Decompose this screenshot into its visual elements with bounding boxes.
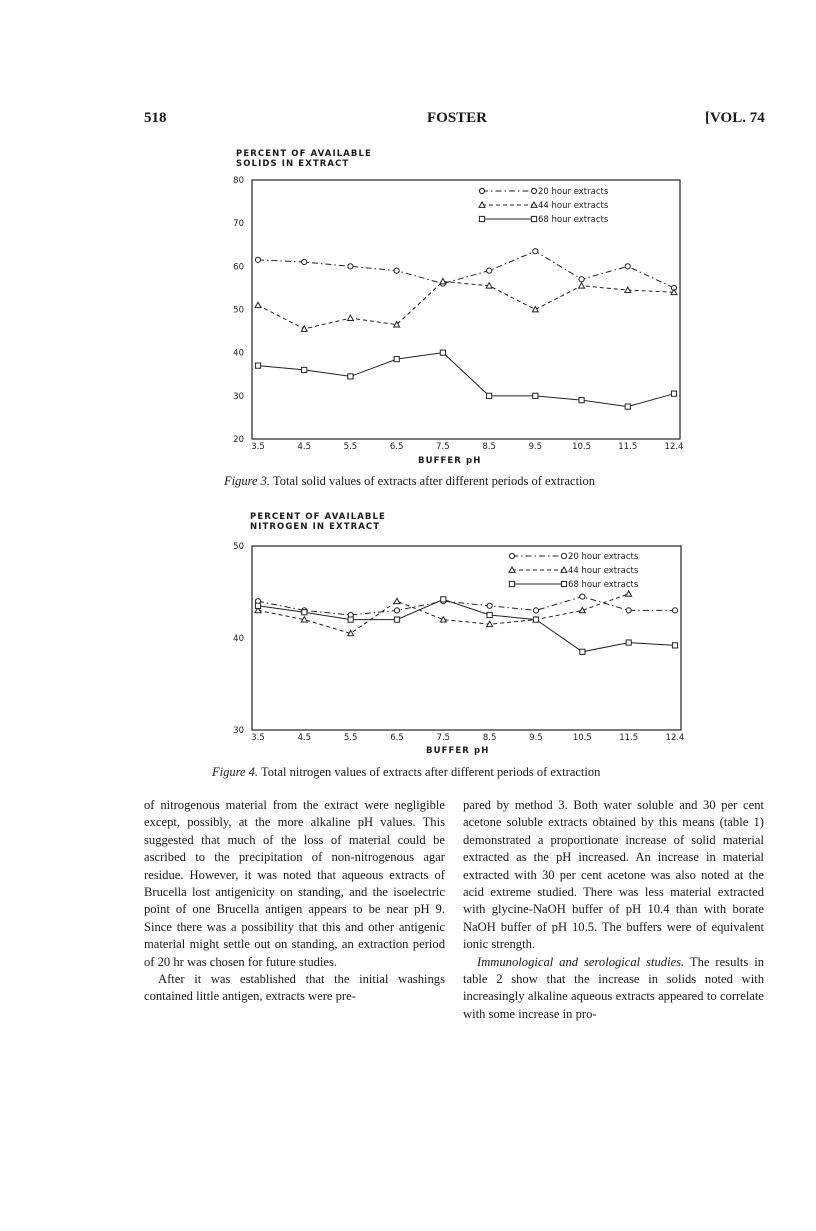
figure4-caption-label: Figure 4. [212, 765, 259, 779]
series-square [255, 350, 676, 409]
y-tick-label: 50 [233, 305, 244, 316]
running-title: FOSTER [427, 110, 488, 126]
data-point [348, 264, 353, 269]
data-point [255, 603, 260, 608]
data-point [579, 283, 585, 288]
y-tick-label: 40 [233, 348, 244, 359]
data-point [440, 350, 445, 355]
y-tick-label: 80 [233, 176, 244, 186]
x-tick-label: 11.5 [618, 442, 638, 452]
y-tick-label: 60 [233, 262, 244, 273]
data-point [532, 307, 538, 312]
data-point [625, 404, 630, 409]
figure4-caption [212, 765, 600, 780]
legend [509, 552, 639, 590]
y-tick-label: 70 [233, 219, 244, 230]
legend-marker-start [479, 188, 484, 193]
series-line [258, 281, 674, 328]
x-tick-label: 10.5 [572, 733, 592, 743]
plot-frame [252, 180, 680, 439]
y-tick-label: 30 [233, 391, 244, 402]
legend-label: 44 hour extracts [568, 566, 639, 576]
data-point [255, 302, 261, 307]
x-tick-label: 5.5 [343, 733, 358, 743]
right-paragraph-2-text: The results in table 2 show that the increase in solids noted with increasingly alkaline aqueous extracts appeared to correlate with some increase in pro- [463, 954, 764, 1021]
right-paragraph-2 [463, 954, 764, 1024]
data-point [441, 597, 446, 602]
data-point [487, 603, 492, 608]
data-point [533, 608, 538, 613]
series-square [255, 597, 677, 655]
data-point [672, 643, 677, 648]
data-point [533, 617, 538, 622]
data-point [302, 610, 307, 615]
figure4-ylabel-line1: PERCENT OF AVAILABLE [250, 512, 386, 522]
x-tick-label: 6.5 [390, 733, 404, 743]
y-tick-label: 40 [233, 634, 244, 644]
figure3-caption-text: Total solid values of extracts after different periods of extraction [272, 474, 596, 488]
legend-marker-start [509, 581, 514, 586]
x-tick-label: 5.5 [343, 442, 358, 452]
x-tick-label: 8.5 [482, 733, 497, 743]
figure4-ylabel-line2: NITROGEN IN EXTRACT [250, 522, 381, 532]
legend-label: 20 hour extracts [538, 187, 609, 197]
series-line [258, 251, 674, 288]
x-tick-label: 11.5 [619, 733, 639, 743]
data-point [348, 374, 353, 379]
x-tick-label: 7.5 [436, 733, 451, 743]
legend-marker-end [561, 581, 566, 586]
data-point [348, 617, 353, 622]
data-point [394, 357, 399, 362]
legend-marker-start [479, 216, 484, 221]
legend-label: 44 hour extracts [538, 201, 609, 211]
figure3-caption [224, 474, 595, 489]
legend-label: 68 hour extracts [568, 580, 639, 590]
data-point [487, 268, 492, 273]
section-heading: Immunological and serological studies. [477, 954, 685, 969]
x-tick-label: 8.5 [482, 442, 496, 452]
data-point [255, 363, 260, 368]
x-tick-label: 7.5 [436, 442, 450, 452]
y-tick-label: 20 [233, 435, 244, 445]
data-point [625, 264, 630, 269]
x-tick-label: 9.5 [529, 733, 543, 743]
x-tick-label: 9.5 [528, 442, 543, 452]
data-point [255, 257, 260, 262]
legend [479, 187, 609, 225]
series-triangle [255, 278, 677, 331]
data-point [580, 594, 585, 599]
legend-marker-end [561, 553, 566, 558]
page-number: 518 [144, 110, 167, 126]
volume-label: [VOL. 74 [705, 110, 765, 126]
figure3-caption-label: Figure 3. [224, 474, 271, 488]
figure3-chart [0, 0, 816, 480]
figure4-chart [0, 520, 816, 765]
x-tick-label: 12.4 [665, 733, 685, 743]
data-point [347, 315, 353, 320]
x-tick-label: 6.5 [389, 442, 404, 452]
data-point [671, 391, 676, 396]
x-tick-label: 3.5 [251, 442, 265, 452]
x-tick-label: 4.5 [297, 442, 311, 452]
left-column [144, 797, 445, 1006]
right-paragraph-1: pared by method 3. Both water soluble and 30 per cent acetone soluble extracts obtained by this means (table 1) demonstrated a proportionate increase of solid material extracted as the pH increased. An increase in material extracted with 30 per cent acetone was also noted at the acid extreme studied. There was less material extracted with glycine-NaOH buffer of pH 10.4 than with borate NaOH buffer of pH 10.5. The buffers were of equivalent ionic strength. [463, 798, 764, 952]
series-line [258, 353, 674, 407]
data-point [394, 608, 399, 613]
data-point [580, 649, 585, 654]
legend-marker-end [531, 216, 536, 221]
figure3-ylabel-line2: SOLIDS IN EXTRACT [236, 159, 350, 169]
figure3-xlabel: BUFFER pH [418, 456, 482, 466]
data-point [487, 393, 492, 398]
y-tick-label: 30 [233, 726, 244, 736]
legend-label: 20 hour extracts [568, 552, 639, 562]
series-circle [255, 249, 676, 291]
figure3-ylabel-line1: PERCENT OF AVAILABLE [236, 149, 372, 159]
data-point [533, 249, 538, 254]
legend-marker-start [509, 553, 514, 558]
data-point [301, 326, 307, 331]
data-point [302, 259, 307, 264]
y-tick-label: 50 [233, 542, 244, 552]
data-point [394, 598, 400, 603]
data-point [533, 393, 538, 398]
data-point [487, 612, 492, 617]
figure4-caption-text: Total nitrogen values of extracts after different periods of extraction [260, 765, 601, 779]
left-paragraph-2: After it was established that the initial washings contained little antigen, extracts were pre- [144, 972, 445, 1004]
data-point [579, 277, 584, 282]
legend-marker-end [531, 188, 536, 193]
legend-label: 68 hour extracts [538, 215, 609, 225]
data-point [626, 608, 631, 613]
data-point [626, 640, 631, 645]
x-tick-label: 4.5 [297, 733, 312, 743]
figure4-xlabel: BUFFER pH [426, 746, 490, 756]
data-point [626, 591, 632, 596]
x-tick-label: 3.5 [251, 733, 265, 743]
x-tick-label: 12.4 [664, 442, 684, 452]
data-point [394, 617, 399, 622]
right-column [463, 797, 764, 1023]
series-line [258, 599, 675, 651]
left-paragraph-1: of nitrogenous material from the extract were negligible except, possibly, at the more alkaline pH values. This suggested that much of the loss of material could be ascribed to the precipitation of non-nitrogenous agar residue. However, it was noted that aqueous extracts of Brucella lost antigenicity on standing, and the isoelectric point of one Brucella antigen appears to be near pH 9. Since there was a possibility that this and other antigenic material might settle out on standing, an extraction period of 20 hr was chosen for future studies. [144, 798, 445, 969]
data-point [672, 608, 677, 613]
data-point [394, 268, 399, 273]
data-point [579, 398, 584, 403]
data-point [302, 367, 307, 372]
x-tick-label: 10.5 [572, 442, 592, 452]
